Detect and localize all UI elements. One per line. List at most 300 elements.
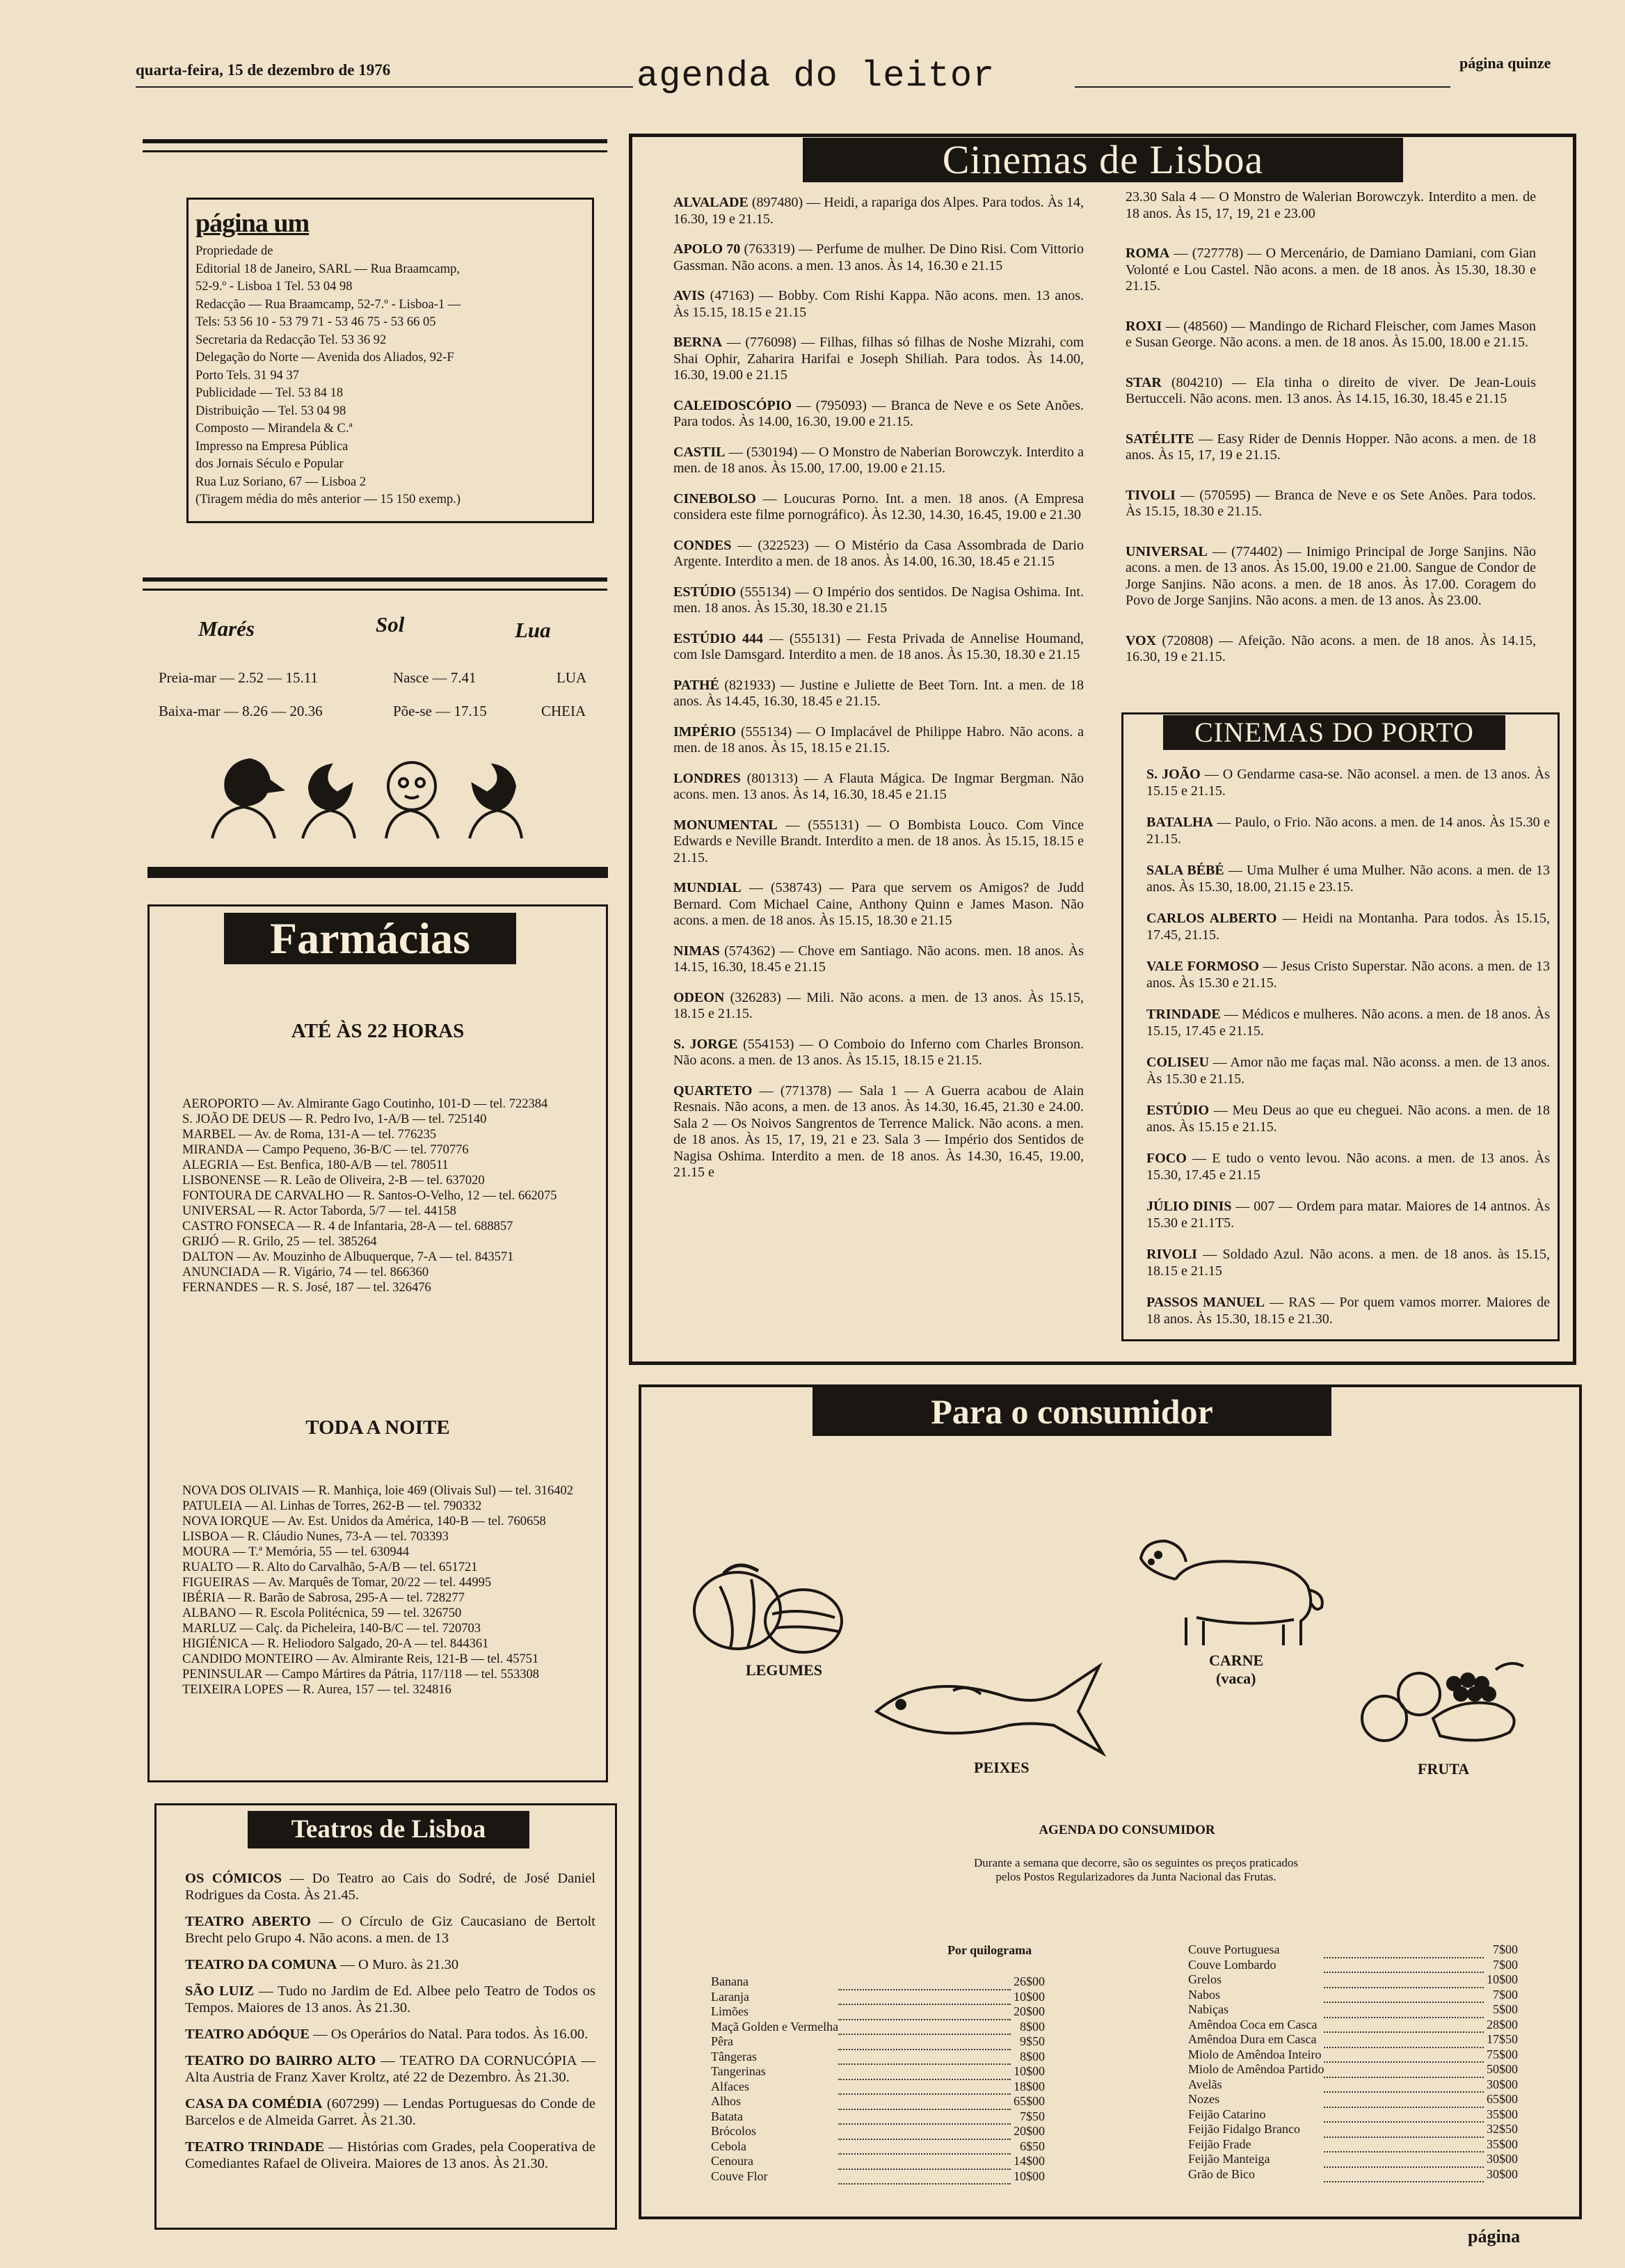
listing-text: — (774402) — Inimigo Principal de Jorge Sanjins. Não acons. a men. de 13 anos. Às 15.00, 19.00 e 21.00. Sangue de Condor de Jorge Sanjins. Não acons. a men. de 18 anos. Às 17.00. Coragem do Povo de Jorge Sanjins. Não acons. a men. de 13 anos. Às 23.00. [1126,543,1536,608]
rule [143,150,607,152]
carne-label: CARNE [1209,1652,1264,1669]
pharmacy-entry: MOURA — T.ª Memória, 55 — tel. 630944 [182,1545,410,1559]
price-row [1188,2047,1518,2063]
listing-text: — (530194) — O Monstro de Naberian Borowczyk. Interdito a men. de 18 anos. Às 15.00, 17.00, 19.00 e 21.15. [673,444,1084,476]
page-number: página quinze [1459,54,1551,72]
masthead-line: 52-9.º - Lisboa 1 Tel. 53 04 98 [195,280,353,294]
listing-entry [673,1083,1084,1181]
listing-name: TEATRO DO BAIRRO ALTO [185,2053,376,2068]
cinemas-lisboa-banner [803,138,1403,182]
listing-text: — Meu Deus ao que eu cheguei. Não acons. a men. de 18 anos. Às 15.15 e 21.15. [1146,1103,1550,1135]
listing-name: BERNA [673,335,723,350]
listing-entry [185,1870,595,1903]
price-item: Nozes [1188,2092,1219,2106]
price-dots [1324,2167,1484,2182]
cow-illustration [1134,1531,1336,1649]
price-item: Amêndoa Dura em Casca [1188,2032,1317,2046]
listing-name: SALA BÉBÉ [1146,863,1224,878]
listing-name: TEATRO TRINDADE [185,2139,325,2155]
listing-text: — Médicos e mulheres. Não acons. a men. de 18 anos. Às 15.15, 17.45 e 21.15. [1146,1007,1550,1039]
pharmacy-entry: NOVA IORQUE — Av. Est. Unidos da América, 140-B — tel. 760658 [182,1515,546,1528]
pharmacy-entry: TEIXEIRA LOPES — R. Aurea, 157 — tel. 324816 [182,1683,451,1697]
agenda-consumidor-intro: Durante a semana que decorre, são os seguintes os preços praticados pelos Postos Regularizadores da Junta Nacional das Frutas. [974,1856,1298,1883]
listing-text: (804210) — Ela tinha o direito de viver. De Jean-Louis Bertucceli. Não acons. men. 13 anos. Às 14.15, 16.30, 18.45 e 21.15 [1126,374,1536,406]
price-item: Brócolos [711,2124,756,2138]
pharmacy-entry: ALBANO — R. Escola Politécnica, 59 — tel. 326750 [182,1606,462,1620]
price-item: Banana [711,1974,749,1988]
price-row [711,1974,1045,1990]
listing-text: — 007 — Ordem para matar. Maiores de 14 antnos. Às 15.30 e 21.1T5. [1146,1199,1551,1231]
price-row [1188,2167,1518,2182]
masthead-line: Porto Tels. 31 94 37 [195,368,299,383]
listing-text: — (538743) — Para que servem os Amigos? de Judd Bernard. Com Michael Caine, Anthony Quinn e James Mason. Não acons. a men. de 18 anos. Às 15.15, 18.30 e 21.15 [673,880,1084,928]
listing-entry [1126,189,1536,222]
masthead-line: Distribuição — Tel. 53 04 98 [195,404,346,418]
price-item: Cenoura [711,2154,753,2168]
listing-entry [1126,431,1536,464]
listing-name: ROXI [1126,318,1162,334]
listing-text: — (48560) — Mandingo de Richard Fleischer, com James Mason e Susan George. Não acons. a men. de 18 anos. Às 15.00, 18.00 e 21.15. [1126,318,1536,350]
price-table-left [711,1974,1045,2185]
price-row [1188,2092,1518,2107]
listing-text: — O Círculo de Giz Caucasiano de Bertolt Brecht pelo Grupo 4. Não acons. a men. de 13 [185,1914,595,1946]
price-dots [1324,2122,1484,2137]
pharmacy-entry: NOVA DOS OLIVAIS — R. Manhiça, loie 469 (Olivais Sul) — tel. 316402 [182,1484,574,1498]
price-dots [1324,2107,1484,2123]
price-value: 8$00 [1020,2019,1045,2034]
price-row [711,2064,1045,2079]
listing-text: — (776098) — Filhas, filhas só filhas de Noshe Mizrahi, com Shai Ophir, Zaharira Harifai e Joseph Shiliah. Para todos. Às 14.00, 16.30, 19.00 e 21.15 [673,335,1084,383]
farmacias-heading-22: ATÉ ÀS 22 HORAS [291,1020,465,1042]
price-value: 7$00 [1493,1957,1518,1972]
listing-entry [673,538,1084,570]
price-dots [1324,2092,1484,2107]
listing-name: RIVOLI [1146,1247,1197,1262]
pharmacy-entry: ALEGRIA — Est. Benfica, 180-A/B — tel. 780511 [182,1158,449,1172]
farmacias-list-22h [182,1096,586,1295]
price-row [711,2139,1045,2155]
price-dots [1324,2002,1484,2018]
masthead-info [195,243,585,509]
price-item: Miolo de Amêndoa Partido [1188,2062,1324,2076]
listing-name: BATALHA [1146,815,1213,830]
listing-entry [185,1956,595,1973]
price-row [1188,2032,1518,2047]
listing-text: — Uma Mulher é uma Mulher. Não acons. a men. de 13 anos. Às 15.30, 18.00, 21.15 e 23.15. [1146,863,1551,895]
listing-entry [185,2095,595,2129]
price-item: Feijão Catarino [1188,2107,1266,2121]
cinemas-lisboa-title: Cinemas de Lisboa [942,137,1264,182]
masthead-line: Rua Luz Soriano, 67 — Lisboa 2 [195,474,367,489]
listing-name: IMPÉRIO [673,724,736,740]
consumidor-banner [812,1387,1331,1436]
cinemas-lisboa-col1 [673,195,1084,1195]
price-row [711,2079,1045,2095]
listing-text: (821933) — Justine e Juliette de Beet Torn. Int. a men. de 18 anos. Às 14.45, 16.30, 18.45 e 21.15. [673,677,1084,709]
listing-entry [673,943,1084,976]
listing-name: TRINDADE [1146,1007,1221,1022]
listing-name: ESTÚDIO 444 [673,630,763,646]
price-row [711,2004,1045,2020]
masthead-line: Secretaria da Redacção Tel. 53 36 92 [195,333,387,347]
listing-entry [185,1913,595,1947]
teatros-title: Teatros de Lisboa [291,1815,486,1844]
listing-text: (897480) — Heidi, a rapariga dos Alpes. Para todos. Às 14, 16.30, 19 e 21.15. [673,195,1084,227]
listing-name: CONDES [673,537,732,553]
listing-entry [673,445,1084,477]
listing-name: ALVALADE [673,195,749,210]
listing-entry [1146,863,1550,895]
price-item: Maçã Golden e Vermelha [711,2019,839,2034]
masthead-line: (Tiragem média do mês anterior — 15 150 exemp.) [195,493,461,506]
price-row [1188,2002,1518,2018]
listing-name: TIVOLI [1126,487,1176,503]
listing-entry [1146,959,1550,991]
agenda-consumidor-title: AGENDA DO CONSUMIDOR [1039,1823,1215,1837]
vaca-label: (vaca) [1216,1670,1256,1687]
listing-name: ESTÚDIO [673,584,737,600]
pharmacy-entry: PATULEIA — Al. Linhas de Torres, 262-B — tel. 790332 [182,1499,482,1513]
price-row [1188,2077,1518,2093]
price-value: 75$00 [1487,2047,1518,2061]
price-value: 17$50 [1487,2032,1518,2046]
listing-entry [673,491,1084,524]
price-value: 32$50 [1487,2122,1518,2136]
listing-name: ESTÚDIO [1146,1103,1210,1118]
price-dots [838,2139,1011,2155]
listing-text: (720808) — Afeição. Não acons. a men. de 18 anos. Às 14.15, 16.30, 19 e 21.15. [1126,632,1536,664]
price-dots [1324,1972,1484,1988]
price-item: Alfaces [711,2079,749,2093]
price-value: 30$00 [1487,2166,1518,2181]
listing-entry [673,1037,1084,1069]
price-item: Batata [711,2109,743,2123]
listing-entry [673,880,1084,929]
listing-name: S. JORGE [673,1036,738,1052]
listing-entry [1126,319,1536,351]
listing-entry [673,288,1084,321]
listing-text: (763319) — Perfume de mulher. De Dino Risi. Com Vittorio Gassman. Não acons. a men. 13 anos. Às 14, 16.30 e 21.15 [673,241,1084,273]
header-rule-left [136,86,633,88]
listing-entry [673,195,1084,227]
price-row [1188,2018,1518,2033]
listing-text: — Heidi na Montanha. Para todos. Às 15.15, 17.45, 21.15. [1146,911,1550,943]
price-dots [1324,1942,1484,1958]
listing-text: — Soldado Azul. Não acons. a men. de 18 anos. às 15.15, 18.15 e 21.15 [1146,1247,1550,1279]
listing-name: PASSOS MANUEL [1146,1295,1265,1310]
price-row [711,2169,1045,2185]
listing-text: — Histórias com Grades, pela Cooperativa de Comediantes Rafael de Oliveira. Maiores de 13 anos. Às 21.30. [185,2139,596,2171]
header-rule-right [1075,86,1450,88]
price-dots [1324,1988,1484,2003]
listing-name: STAR [1126,374,1162,390]
listing-text: — (570595) — Branca de Neve e os Sete Anões. Para todos. Às 15.15, 18.30 e 21.15. [1126,487,1536,519]
listing-name: SATÉLITE [1126,431,1194,447]
listing-name: CINEBOLSO [673,490,756,506]
price-row [711,2094,1045,2109]
cinemas-porto-banner [1163,715,1505,750]
listing-name: JÚLIO DINIS [1146,1199,1232,1214]
listing-entry [1146,911,1550,943]
pharmacy-entry: UNIVERSAL — R. Actor Taborda, 5/7 — tel. 44158 [182,1204,456,1218]
listing-text: — (322523) — O Mistério da Casa Assombrada de Dario Argente. Interdito a men. de 18 anos. Às 14.00, 16.30, 18.45 e 21.15 [673,537,1084,569]
teatros-list [185,1870,595,2182]
listing-entry [1126,544,1536,609]
price-dots [1324,2077,1484,2093]
price-row [711,2034,1045,2050]
listing-name: ODEON [673,989,725,1005]
listing-entry [1146,767,1550,799]
price-dots [1324,1958,1484,1973]
rule [147,867,608,878]
price-item: Feijão Manteiga [1188,2152,1270,2166]
listing-entry [673,335,1084,384]
listing-entry [673,990,1084,1023]
listing-text: 23.30 Sala 4 — O Monstro de Walerian Borowczyk. Interdito a men. de 18 anos. Às 15, 17, 19, 21 e 23.00 [1126,189,1536,221]
price-dots [838,2064,1011,2079]
fruit-illustration [1356,1656,1530,1753]
pharmacy-entry: FERNANDES — R. S. José, 187 — tel. 326476 [182,1281,431,1295]
rule [143,139,607,143]
price-row [711,1990,1045,2005]
price-row [1188,2107,1518,2123]
listing-entry [1146,1247,1550,1279]
masthead-line: dos Jornais Século e Popular [195,457,344,471]
masthead-line: Propriedade de [195,244,273,258]
listing-text: — (555131) — O Bombista Louco. Com Vince Edwards e Neville Brandt. Interdito a men. de 18 anos. Às 15.15, 18.15 e 21.15. [673,817,1084,865]
sunrise: Nasce — 7.41 [393,669,477,686]
lua-title: Lua [515,618,551,642]
masthead-line: Impresso na Empresa Pública [195,439,349,454]
price-dots [838,2169,1011,2185]
price-dots [838,1974,1011,1990]
price-table-right [1188,1942,1518,2182]
listing-entry [673,771,1084,804]
price-value: 10$00 [1014,2169,1045,2183]
price-value: 7$00 [1493,1942,1518,1956]
price-value: 10$00 [1014,1989,1045,2004]
price-dots [1324,2018,1484,2033]
listing-entry [1146,1295,1550,1327]
price-item: Feijão Fidalgo Branco [1188,2122,1300,2136]
price-item: Tângeras [711,2049,757,2063]
price-row [711,2109,1045,2125]
price-item: Alhos [711,2094,742,2108]
price-item: Grelos [1188,1972,1222,1986]
price-item: Pêra [711,2034,733,2048]
price-value: 50$00 [1487,2062,1518,2076]
pharmacy-entry: CANDIDO MONTEIRO — Av. Almirante Reis, 121-B — tel. 45751 [182,1652,539,1666]
listing-name: LONDRES [673,770,741,786]
price-item: Laranja [711,1989,749,2004]
por-kg-label: Por quilograma [947,1943,1032,1957]
listing-entry [1146,1055,1550,1087]
price-dots [838,1990,1011,2005]
listing-text: — O Muro. às 21.30 [337,1957,459,1972]
masthead-line: Composto — Mirandela & C.ª [195,422,353,436]
price-dots [1324,2137,1484,2153]
header-date: quarta-feira, 15 de dezembro de 1976 [136,61,391,79]
listing-entry [185,1983,595,2016]
listing-entry [1126,246,1536,295]
price-value: 10$00 [1487,1972,1518,1986]
pharmacy-entry: DALTON — Av. Mouzinho de Albuquerque, 7-A — tel. 843571 [182,1250,514,1264]
rule [143,577,607,582]
pharmacy-entry: ANUNCIADA — R. Vigário, 74 — tel. 866360 [182,1265,429,1279]
price-row [1188,2122,1518,2137]
listing-name: ROMA [1126,246,1170,261]
price-dots [838,2034,1011,2050]
listing-name: TEATRO DA COMUNA [185,1957,337,1972]
listing-text: (47163) — Bobby. Com Rishi Kappa. Não acons. men. 13 anos. Às 15.15, 18.15 e 21.15 [673,288,1084,320]
price-value: 9$50 [1020,2034,1045,2048]
price-row [1188,2137,1518,2153]
listing-text: — Jesus Cristo Superstar. Não acons. a men. de 13 anos. Às 15.30 e 21.15. [1146,959,1550,991]
price-item: Couve Lombardo [1188,1957,1276,1972]
pharmacy-entry: PENINSULAR — Campo Mártires da Pátria, 117/118 — tel. 553308 [182,1668,539,1682]
listing-name: NIMAS [673,943,720,959]
price-value: 35$00 [1487,2107,1518,2121]
price-item: Couve Portuguesa [1188,1942,1280,1956]
pharmacy-entry: GRIJÓ — R. Grilo, 25 — tel. 385264 [182,1235,377,1249]
moon-figures-illustration [205,751,574,842]
listing-text: — Amor não me faças mal. Não aconss. a men. de 13 anos. Às 15.30 e 21.15. [1146,1055,1550,1087]
price-item: Nabos [1188,1987,1220,2002]
masthead-line: Editorial 18 de Janeiro, SARL — Rua Braamcamp, [195,262,461,276]
listing-name: TEATRO ABERTO [185,1914,311,1929]
listing-name: OS CÓMICOS [185,1871,282,1886]
price-value: 10$00 [1014,2064,1045,2078]
price-dots [1324,2047,1484,2063]
listing-name: VALE FORMOSO [1146,959,1259,974]
price-dots [838,2109,1011,2125]
price-value: 14$00 [1014,2154,1045,2168]
listing-name: APOLO 70 [673,241,741,257]
masthead-line: Delegação do Norte — Avenida dos Aliados, 92-F [195,351,454,365]
listing-name: UNIVERSAL [1126,543,1208,559]
listing-entry [673,678,1084,710]
legumes-label: LEGUMES [746,1661,823,1679]
price-dots [838,2124,1011,2139]
price-value: 5$00 [1493,2002,1518,2016]
price-item: Couve Flor [711,2169,768,2183]
price-dots [838,2004,1011,2020]
listing-name: S. JOÃO [1146,767,1201,782]
listing-name: MUNDIAL [673,880,742,895]
listing-name: SÃO LUIZ [185,1983,255,1999]
listing-entry [1126,488,1536,520]
price-dots [1324,2032,1484,2047]
masthead-logo: página um [195,209,310,238]
pharmacy-entry: RUALTO — R. Alto do Carvalhão, 5-A/B — tel. 651721 [182,1560,478,1574]
pharmacy-entry: MARLUZ — Calç. da Picheleira, 140-B/C — tel. 720703 [182,1622,481,1636]
farmacias-banner [224,913,516,964]
price-dots [1324,2152,1484,2167]
listing-text: — RAS — Por quem vamos morrer. Maiores de 18 anos. Às 15.30, 18.15 e 21.30. [1146,1295,1550,1327]
listing-text: — Loucuras Porno. Int. a men. 18 anos. (A Empresa considera este filme pornográfico). Às 12.30, 14.30, 16.45, 19.00 e 21.30 [673,490,1084,522]
listing-text: (555134) — O Implacável de Philippe Habro. Não acons. a men. de 18 anos. Às 15, 18.15 e 21.15. [673,724,1084,756]
price-value: 20$00 [1014,2124,1045,2138]
price-item: Grão de Bico [1188,2166,1255,2181]
pharmacy-entry: CASTRO FONSECA — R. 4 de Infantaria, 28-A — tel. 688857 [182,1220,513,1233]
baixa-mar: Baixa-mar — 8.26 — 20.36 [159,703,323,719]
section-title: agenda do leitor [637,56,995,97]
price-dots [838,2094,1011,2109]
masthead-line: Tels: 53 56 10 - 53 79 71 - 53 46 75 - 53 66 05 [195,315,436,329]
pharmacy-entry: FIGUEIRAS — Av. Marquês de Tomar, 20/22 — tel. 44995 [182,1576,492,1590]
price-row [1188,2062,1518,2077]
pharmacy-entry: FONTOURA DE CARVALHO — R. Santos-O-Velho, 12 — tel. 662075 [182,1189,557,1203]
fruta-label: FRUTA [1418,1760,1470,1778]
listing-name: MONUMENTAL [673,817,778,833]
listing-entry [1146,1007,1550,1039]
listing-name: FOCO [1146,1151,1187,1166]
peixes-label: PEIXES [974,1759,1030,1776]
price-value: 65$00 [1014,2094,1045,2108]
price-row [1188,1972,1518,1988]
price-value: 7$50 [1020,2109,1045,2123]
preia-mar: Preia-mar — 2.52 — 15.11 [159,669,319,686]
listing-text: — Easy Rider de Dennis Hopper. Não acons. a men. de 18 anos. Às 15, 17, 19 e 21.15. [1126,431,1536,463]
teatros-banner [248,1811,529,1848]
rule [143,589,607,591]
pharmacy-entry: S. JOÃO DE DEUS — R. Pedro Ivo, 1-A/B — tel. 725140 [182,1112,487,1126]
price-row [711,2124,1045,2139]
price-item: Cebola [711,2139,746,2153]
price-row [1188,1958,1518,1973]
listing-entry [673,724,1084,757]
listing-entry [1146,1103,1550,1135]
listing-text: — Paulo, o Frio. Não acons. a men. de 14 anos. Às 15.30 e 21.15. [1146,815,1550,847]
listing-name: PATHÉ [673,677,719,693]
listing-entry [1146,815,1550,847]
price-value: 35$00 [1487,2137,1518,2151]
listing-name: CALEIDOSCÓPIO [673,397,792,413]
masthead-box [186,198,594,523]
price-value: 7$00 [1493,1987,1518,2002]
footer-page-label: página [1468,2226,1521,2246]
listing-text: (607299) — Lendas Portuguesas do Conde de Barcelos e de Almeida Garret. Às 21.30. [185,2096,595,2128]
masthead-line: Redacção — Rua Braamcamp, 52-7.º - Lisboa-1 — [195,297,461,312]
price-item: Nabiças [1188,2002,1228,2016]
listing-entry [1146,1151,1550,1183]
cinemas-porto-list [1146,767,1550,1343]
price-row [711,2154,1045,2169]
price-item: Limões [711,2004,749,2018]
listing-name: QUARTETO [673,1083,753,1099]
listing-text: — (727778) — O Mercenário, de Damiano Damiani, com Gian Volonté e Lou Castel. Não acons. a men. de 18 anos. Às 15.30, 18.30 e 21.15. [1126,246,1536,294]
vegetables-illustration [682,1558,863,1656]
listing-text: — (771378) — Sala 1 — A Guerra acabou de Alain Resnais. Não acons, a men. de 13 anos. Às 14.30, 16.45, 21.30 e 24.00. Sala 2 — Os Noivos Sangrentos de Terrence Malick. Não acons. a men. de 18 anos. Às 15, 17, 19, 21 e 23. Sala 3 — Império dos Sentidos de Nagisa Oshima. Interdito a men. de 18 anos. Às 14.30, 16.45, 19.00, 21.15 e [673,1083,1084,1180]
pharmacy-entry: MIRANDA — Campo Pequeno, 36-B/C — tel. 770776 [182,1143,469,1157]
listing-entry [673,631,1084,664]
masthead-line: Publicidade — Tel. 53 84 18 [195,386,344,400]
cinemas-lisboa-col2 [1126,189,1536,689]
farmacias-heading-noite: TODA A NOITE [305,1416,450,1439]
listing-entry [673,241,1084,274]
listing-name: TEATRO ADÓQUE [185,2027,310,2042]
listing-entry [673,817,1084,867]
listing-entry [1146,1199,1550,1231]
moon-phase-2: CHEIA [541,703,586,719]
price-value: 26$00 [1014,1974,1045,1988]
listing-text: (326283) — Mili. Não acons. a men. de 13 anos. Às 15.15, 18.15 e 21.15. [673,989,1084,1021]
price-item: Amêndoa Coca em Casca [1188,2017,1318,2031]
price-row [711,2050,1045,2065]
listing-text: — O Gendarme casa-se. Não aconsel. a men. de 13 anos. Às 15.15 e 21.15. [1146,767,1550,799]
pharmacy-entry: LISBONENSE — R. Leão de Oliveira, 2-B — tel. 637020 [182,1174,485,1188]
listing-entry [185,2052,595,2086]
